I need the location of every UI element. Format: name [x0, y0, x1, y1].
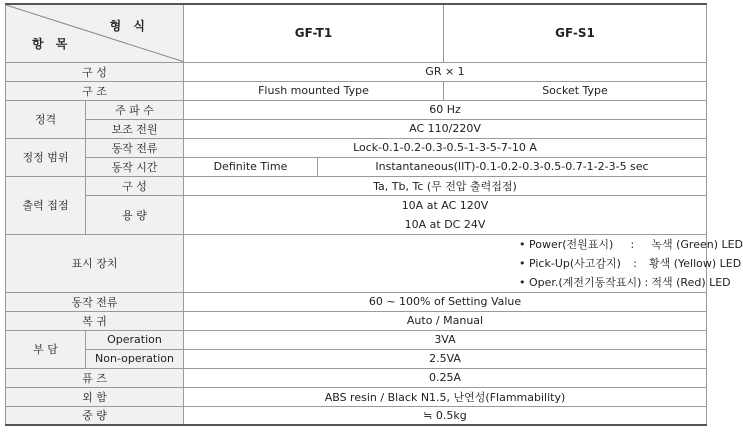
contact-composition-label: 구 성 — [86, 176, 184, 195]
rating-label: 정격 — [6, 100, 86, 138]
display-oper-line: • Oper.(계전기동작표시) : 적색 (Red) LED — [519, 275, 731, 289]
spec-table — [5, 3, 743, 426]
display-label: 표시 장치 — [6, 234, 184, 292]
capacity-dc: 10A at DC 24V — [404, 217, 486, 231]
type-label: 형 식 — [109, 19, 149, 33]
pickup-indicator-color: 황색 (Yellow) LED — [648, 256, 742, 270]
structure-t1-value: Flush mounted Type — [184, 81, 444, 100]
display-values — [184, 234, 743, 292]
op-current-label: 동작 전류 — [86, 138, 184, 157]
fuse-label: 퓨 즈 — [6, 368, 184, 387]
header-corner-cell — [6, 4, 184, 62]
contact-composition-value: Ta, Tb, Tc (무 전압 출력접점) — [184, 176, 707, 195]
display-pickup-line: • Pick-Up(사고감지) : 황색 (Yellow) LED — [519, 256, 742, 270]
enclosure-label: 외 함 — [6, 387, 184, 406]
display-power-line: • Power(전원표시) : 녹색 (Green) LED — [519, 237, 743, 251]
frequency-value: 60 Hz — [184, 100, 707, 119]
non-operation-label: Non-operation — [86, 349, 184, 368]
aux-power-label: 보조 전원 — [86, 119, 184, 138]
operating-current-value: 60 ~ 100% of Setting Value — [184, 292, 707, 311]
pickup-indicator-name: • Pick-Up(사고감지) — [519, 256, 621, 270]
capacity-label: 용 량 — [86, 195, 184, 234]
setting-range-label: 정정 범위 — [6, 138, 86, 176]
aux-power-value: AC 110/220V — [184, 119, 707, 138]
operating-current-label: 동작 전류 — [6, 292, 184, 311]
frequency-label: 주 파 수 — [86, 100, 184, 119]
weight-value: ≒ 0.5kg — [184, 406, 707, 425]
composition-label: 구 성 — [6, 62, 184, 81]
item-label: 항 목 — [32, 36, 72, 51]
capacity-values — [184, 195, 707, 234]
structure-label: 구 조 — [6, 81, 184, 100]
output-contact-label: 출력 접점 — [6, 176, 86, 234]
instantaneous-value: Instantaneous(IIT)-0.1-0.2-0.3-0.5-0.7-1-2-3-5 sec — [318, 157, 707, 176]
weight-label: 중 량 — [6, 406, 184, 425]
enclosure-value: ABS resin / Black N1.5, 난연성(Flammability) — [184, 387, 707, 406]
column-header-gf-s1: GF-S1 — [444, 4, 707, 62]
op-time-label: 동작 시간 — [86, 157, 184, 176]
op-current-value: Lock-0.1-0.2-0.3-0.5-1-3-5-7-10 A — [184, 138, 707, 157]
capacity-ac: 10A at AC 120V — [401, 198, 489, 212]
reset-value: Auto / Manual — [184, 311, 707, 330]
structure-s1-value: Socket Type — [444, 81, 707, 100]
power-indicator-color: 녹색 (Green) LED — [651, 237, 743, 251]
power-indicator-name: • Power(전원표시) — [519, 237, 614, 251]
composition-value: GR × 1 — [184, 62, 707, 81]
diagonal-line — [6, 5, 183, 62]
fuse-value: 0.25A — [184, 368, 707, 387]
definite-time-value: Definite Time — [184, 157, 318, 176]
non-operation-value: 2.5VA — [184, 349, 707, 368]
column-header-gf-t1: GF-T1 — [184, 4, 444, 62]
oper-indicator-color: 적색 (Red) LED — [651, 275, 731, 289]
reset-label: 복 귀 — [6, 311, 184, 330]
oper-indicator-name: • Oper.(계전기동작표시) — [519, 275, 642, 289]
burden-label: 부 담 — [6, 330, 86, 368]
operation-label: Operation — [86, 330, 184, 349]
operation-value: 3VA — [184, 330, 707, 349]
